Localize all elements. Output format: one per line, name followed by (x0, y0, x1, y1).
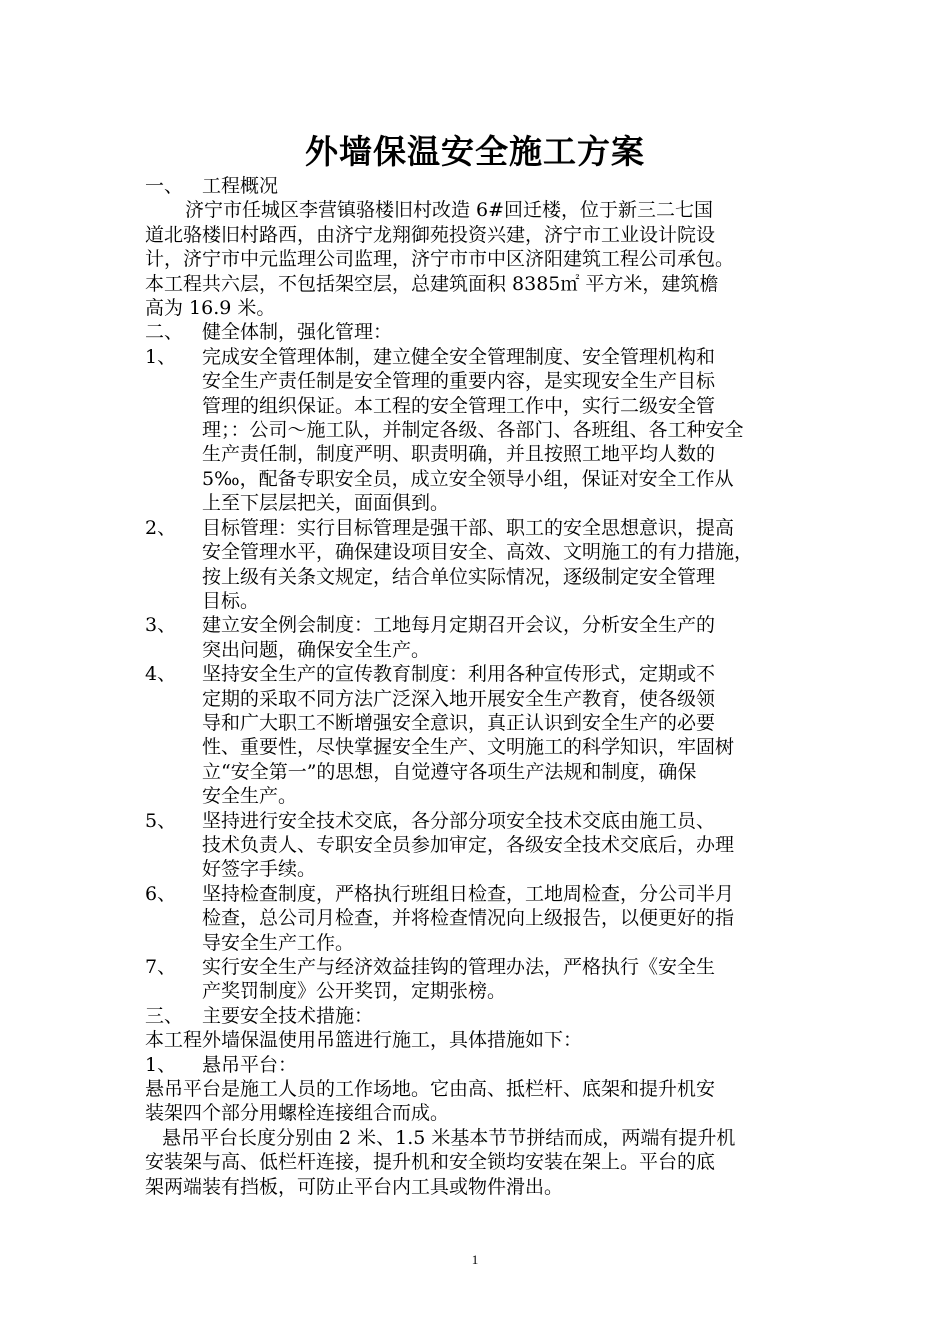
list-line: 理；：公司～施工队，并制定各级、各部门、各班组、各工种安全 (202, 419, 744, 442)
list-number: 4、 (145, 663, 177, 686)
list-line: 管理的组织保证。本工程的安全管理工作中，实行二级安全管 (202, 394, 716, 417)
subsection-1-paragraph-1 (145, 1077, 825, 1126)
list-item-4 (145, 662, 825, 808)
paragraph-line: 计，济宁市中元监理公司监理，济宁市市中区济阳建筑工程公司承包。 (145, 248, 735, 271)
paragraph-line: 安装架与高、低栏杆连接，提升机和安全锁均安装在架上。平台的底 (145, 1151, 716, 1174)
section-number: 三、 (145, 1004, 184, 1027)
list-line: 坚持进行安全技术交底，各分部分项安全技术交底由施工员、 (202, 809, 716, 832)
list-line: 立“安全第一”的思想，自觉遵守各项生产法规和制度，确保 (202, 760, 697, 783)
list-item-2 (145, 516, 825, 614)
section-1-paragraph (145, 198, 825, 320)
section-number: 二、 (145, 321, 184, 344)
list-item-1 (145, 345, 825, 516)
subsection-1-heading (145, 1053, 825, 1077)
list-line: 性、重要性，尽快掌握安全生产、文明施工的科学知识，牢固树 (202, 736, 735, 759)
paragraph-line: 高为 16.9 米。 (145, 297, 276, 320)
page-number: 1 (471, 1252, 479, 1267)
section-title: 主要安全技术措施： (202, 1004, 374, 1027)
section-2-heading (145, 320, 825, 344)
list-item-7 (145, 955, 825, 1004)
section-3-intro: 本工程外墙保温使用吊篮进行施工，具体措施如下： (145, 1029, 583, 1052)
list-number: 6、 (145, 882, 177, 905)
list-item-5 (145, 809, 825, 882)
list-number: 1、 (145, 345, 177, 368)
list-line: 导安全生产工作。 (202, 931, 355, 954)
subsection-title: 悬吊平台： (202, 1053, 298, 1076)
list-line: 产奖罚制度》公开奖罚，定期张榜。 (202, 980, 507, 1003)
list-line: 好签字手续。 (202, 858, 317, 881)
list-line: 上至下层层把关，面面俱到。 (202, 492, 450, 515)
list-line: 检查，总公司月检查，并将检查情况向上级报告，以便更好的指 (202, 907, 735, 930)
list-line: 5‰，配备专职安全员，成立安全领导小组，保证对安全工作从 (202, 467, 734, 490)
list-line: 生产责任制，制度严明、职责明确，并且按照工地平均人数的 (202, 443, 716, 466)
paragraph-line: 道北骆楼旧村路西，由济宁龙翔御苑投资兴建，济宁市工业设计院设 (145, 223, 716, 246)
list-line: 实行安全生产与经济效益挂钩的管理办法，严格执行《安全生 (202, 956, 716, 978)
list-line: 突出问题，确保安全生产。 (202, 638, 431, 661)
section-1-heading (145, 174, 825, 198)
list-item-6 (145, 882, 825, 955)
list-number: 5、 (145, 809, 177, 832)
list-line: 安全生产责任制是安全管理的重要内容，是实现安全生产目标 (202, 370, 716, 393)
list-line: 定期的采取不同方法广泛深入地开展安全生产教育，使各级领 (202, 687, 716, 710)
list-line: 技术负责人、专职安全员参加审定，各级安全技术交底后，办理 (202, 833, 735, 856)
paragraph-line: 悬吊平台是施工人员的工作场地。它由高、抵栏杆、底架和提升机安 (145, 1078, 716, 1101)
paragraph-line: 悬吊平台长度分别由 2 米、1.5 米基本节节拼结而成，两端有提升机 (162, 1126, 736, 1149)
list-number: 2、 (145, 516, 177, 539)
list-line: 按上级有关条文规定，结合单位实际情况，逐级制定安全管理 (202, 565, 716, 588)
list-line: 目标。 (202, 589, 260, 612)
section-title: 工程概况 (202, 175, 279, 197)
list-number: 1、 (145, 1053, 177, 1076)
list-line: 完成安全管理体制，建立健全安全管理制度、安全管理机构和 (202, 345, 716, 368)
document-body (145, 174, 825, 1199)
list-line: 坚持检查制度，严格执行班组日检查，工地周检查，分公司半月 (202, 882, 735, 905)
list-line: 目标管理：实行目标管理是强干部、职工的安全思想意识，提高 (202, 516, 735, 539)
list-line: 坚持安全生产的宣传教育制度：利用各种宣传形式，定期或不 (202, 663, 716, 686)
list-number: 3、 (145, 614, 177, 637)
section-3-heading (145, 1004, 825, 1028)
paragraph-line: 架两端装有挡板，可防止平台内工具或物件滑出。 (145, 1175, 564, 1198)
paragraph-line: 本工程共六层，不包括架空层，总建筑面积 8385㎡ 平方米，建筑檐 (145, 272, 719, 295)
paragraph-line: 装架四个部分用螺栓连接组合而成。 (145, 1102, 450, 1125)
section-number: 一、 (145, 175, 184, 197)
paragraph-line: 济宁市任城区李营镇骆楼旧村改造 6#回迁楼，位于新三二七国 (185, 199, 714, 222)
list-line: 导和广大职工不断增强安全意识，真正认识到安全生产的必要 (202, 711, 716, 734)
list-item-3 (145, 613, 825, 662)
subsection-1-paragraph-2 (145, 1126, 825, 1199)
section-title: 健全体制，强化管理： (202, 321, 393, 344)
list-line: 建立安全例会制度：工地每月定期召开会议，分析安全生产的 (202, 614, 716, 637)
list-number: 7、 (145, 956, 177, 978)
document-title: 外墙保温安全施工方案 (305, 132, 645, 171)
list-line: 安全管理水平，确保建设项目安全、高效、文明施工的有力措施， (202, 541, 754, 564)
list-line: 安全生产。 (202, 785, 298, 808)
